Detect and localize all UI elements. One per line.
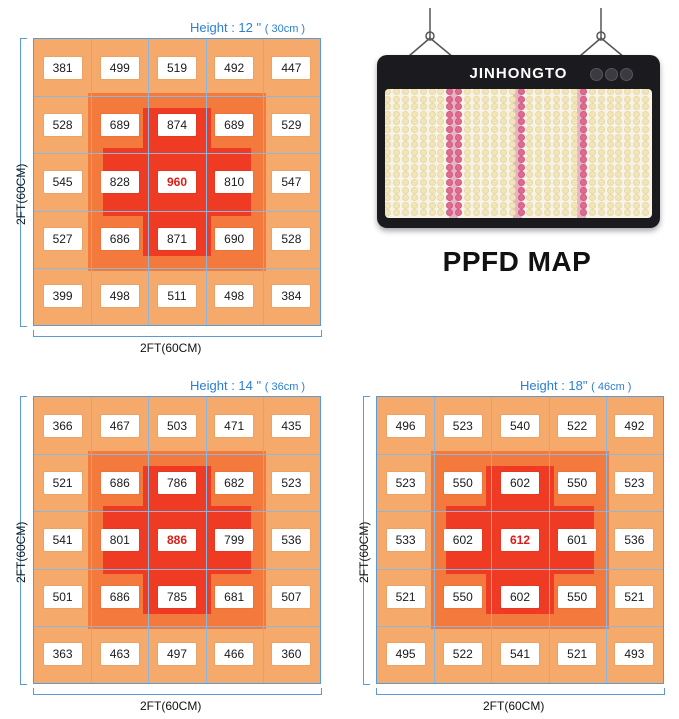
map-title-12in [190,20,305,35]
cell: 523 [444,415,482,437]
y-axis-label: 2FT(60CM) [357,521,371,583]
map-title-14in [190,378,305,393]
cell: 521 [44,472,82,494]
cell: 435 [272,415,310,437]
heatmap-grid-14in [33,396,321,684]
cell: 360 [272,643,310,665]
cell: 681 [215,586,253,608]
cell: 519 [158,57,196,79]
x-axis-line [33,336,321,337]
cell: 503 [158,415,196,437]
cell: 527 [44,228,82,250]
cell: 689 [215,114,253,136]
x-axis-tick [376,688,377,695]
cell: 874 [158,114,196,136]
cell: 536 [615,529,653,551]
cell: 466 [215,643,253,665]
y-axis-tick [20,38,27,39]
cell: 495 [387,643,425,665]
cell: 522 [558,415,596,437]
cell-peak: 886 [158,529,196,551]
cell: 499 [101,57,139,79]
cell: 601 [558,529,596,551]
y-axis-label: 2FT(60CM) [14,163,28,225]
map-title-18in [520,378,631,393]
cell: 528 [272,228,310,250]
cell: 799 [215,529,253,551]
cell: 689 [101,114,139,136]
led-panel [385,89,652,218]
cell: 810 [215,171,253,193]
x-axis-tick [321,688,322,695]
cell: 521 [558,643,596,665]
cell: 523 [615,472,653,494]
cell: 493 [615,643,653,665]
cell: 686 [101,586,139,608]
cell: 399 [44,285,82,307]
x-axis-line [33,694,321,695]
cell: 492 [215,57,253,79]
cell: 521 [387,586,425,608]
x-axis-tick [33,330,34,337]
x-axis-tick [321,330,322,337]
cell: 381 [44,57,82,79]
cell: 507 [272,586,310,608]
cell: 602 [501,472,539,494]
cell: 463 [101,643,139,665]
cell: 533 [387,529,425,551]
cell: 523 [387,472,425,494]
y-axis-tick [363,396,370,397]
cell: 498 [101,285,139,307]
y-axis-tick [20,326,27,327]
cell: 550 [558,586,596,608]
map-title-sub: ( 30cm ) [264,23,306,35]
cell: 541 [44,529,82,551]
heatmap-grid-12in [33,38,321,326]
x-axis-label: 2FT(60CM) [483,699,545,713]
x-axis-label: 2FT(60CM) [140,699,202,713]
cell: 363 [44,643,82,665]
cell: 541 [501,643,539,665]
cell: 545 [44,171,82,193]
map-title-sub: ( 36cm ) [264,381,306,393]
cell: 496 [387,415,425,437]
cell-peak: 960 [158,171,196,193]
map-title-text: Height : 14 " [190,378,262,393]
cell: 786 [158,472,196,494]
cell: 690 [215,228,253,250]
y-axis-label: 2FT(60CM) [14,521,28,583]
cell: 384 [272,285,310,307]
cell: 828 [101,171,139,193]
cell: 471 [215,415,253,437]
lamp-body [377,55,660,228]
x-axis-label: 2FT(60CM) [140,341,202,355]
heatmap-cells-14in [34,397,320,683]
cell: 785 [158,586,196,608]
cell: 602 [444,529,482,551]
cell: 492 [615,415,653,437]
cell: 536 [272,529,310,551]
cell: 550 [558,472,596,494]
lamp-knobs [590,66,644,82]
cell: 501 [44,586,82,608]
cell: 497 [158,643,196,665]
cell: 529 [272,114,310,136]
x-axis-line [376,694,664,695]
lamp-brand-label: JINHONGTO [469,65,568,82]
cell: 682 [215,472,253,494]
cell: 511 [158,285,196,307]
cell: 498 [215,285,253,307]
cell: 521 [615,586,653,608]
cell: 801 [101,529,139,551]
cell: 550 [444,472,482,494]
cell: 366 [44,415,82,437]
x-axis-tick [664,688,665,695]
y-axis-tick [20,396,27,397]
y-axis-tick [363,684,370,685]
heatmap-cells-18in [377,397,663,683]
cell: 871 [158,228,196,250]
map-title-text: Height : 18" [520,378,588,393]
product-illustration [355,0,679,320]
cell: 528 [44,114,82,136]
heatmap-cells-12in [34,39,320,325]
heatmap-grid-18in [376,396,664,684]
map-title-text: Height : 12 " [190,20,262,35]
cell-peak: 612 [501,529,539,551]
cell: 447 [272,57,310,79]
cell: 540 [501,415,539,437]
cell: 523 [272,472,310,494]
cell: 686 [101,472,139,494]
cell: 467 [101,415,139,437]
cell: 686 [101,228,139,250]
x-axis-tick [33,688,34,695]
map-title-sub: ( 46cm ) [591,381,632,393]
ppfd-map-caption: PPFD MAP [442,246,592,277]
cell: 602 [501,586,539,608]
cell: 547 [272,171,310,193]
led-diodes [385,89,652,218]
cell: 522 [444,643,482,665]
cell: 550 [444,586,482,608]
y-axis-tick [20,684,27,685]
